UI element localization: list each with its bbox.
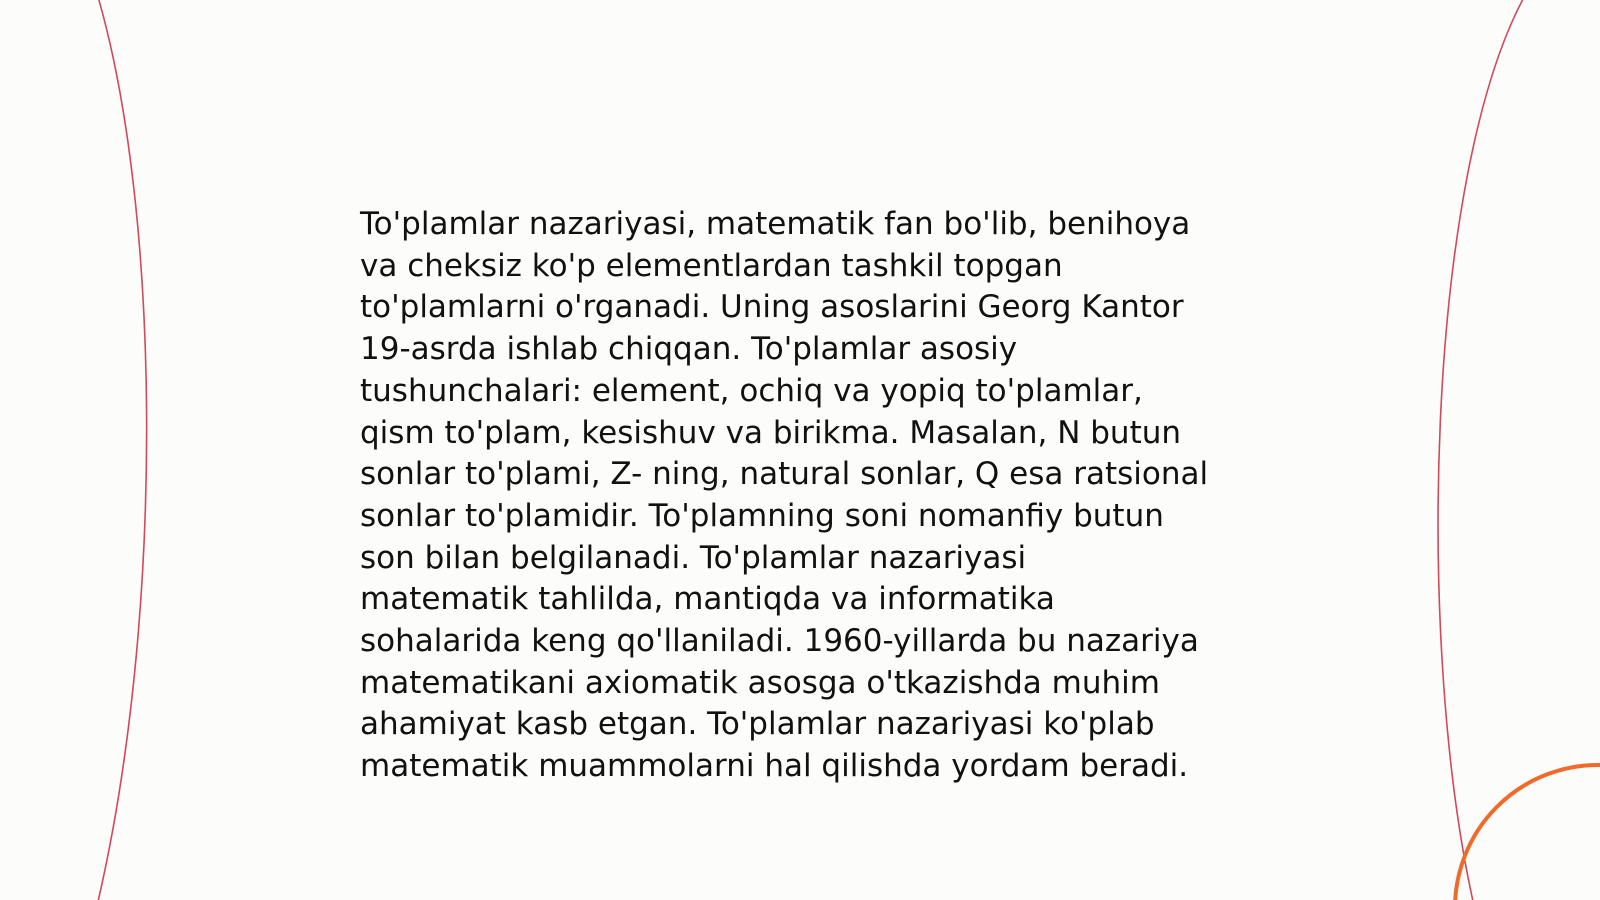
body-line: sonlar to'plamidir. To'plamning soni nomanfiy butun bbox=[360, 497, 1164, 534]
body-line: matematik tahlilda, mantiqda va informatika bbox=[360, 581, 1055, 618]
body-line: sohalarida keng qo'llaniladi. 1960-yillarda bu nazariya bbox=[360, 623, 1199, 660]
body-line: ahamiyat kasb etgan. To'plamlar nazariyasi ko'plab bbox=[360, 706, 1155, 743]
body-line: matematik muammolarni hal qilishda yordam beradi. bbox=[360, 748, 1189, 785]
body-line: matematikani axiomatik asosga o'tkazishda muhim bbox=[360, 664, 1160, 701]
body-line: qism to'plam, kesishuv va birikma. Masalan, N butun bbox=[360, 414, 1182, 451]
body-line: To'plamlar nazariyasi, matematik fan bo'lib, benihoya bbox=[360, 206, 1191, 242]
orange-circle-outline bbox=[1455, 765, 1600, 900]
body-line: va cheksiz ko'p elementlardan tashkil topgan bbox=[360, 247, 1063, 284]
body-line: to'plamlarni o'rganadi. Uning asoslarini Georg Kantor bbox=[360, 289, 1184, 326]
body-line: tushunchalari: element, ochiq va yopiq to'plamlar, bbox=[360, 372, 1143, 409]
slide-body-text bbox=[360, 204, 1260, 788]
right-curve-line bbox=[1438, 0, 1528, 900]
left-curve-line bbox=[96, 0, 147, 900]
body-line: 19-asrda ishlab chiqqan. To'plamlar asosiy bbox=[360, 331, 1018, 368]
body-line: sonlar to'plami, Z- ning, natural sonlar, Q esa ratsional bbox=[360, 456, 1209, 493]
body-line: son bilan belgilanadi. To'plamlar nazariyasi bbox=[360, 539, 1027, 576]
